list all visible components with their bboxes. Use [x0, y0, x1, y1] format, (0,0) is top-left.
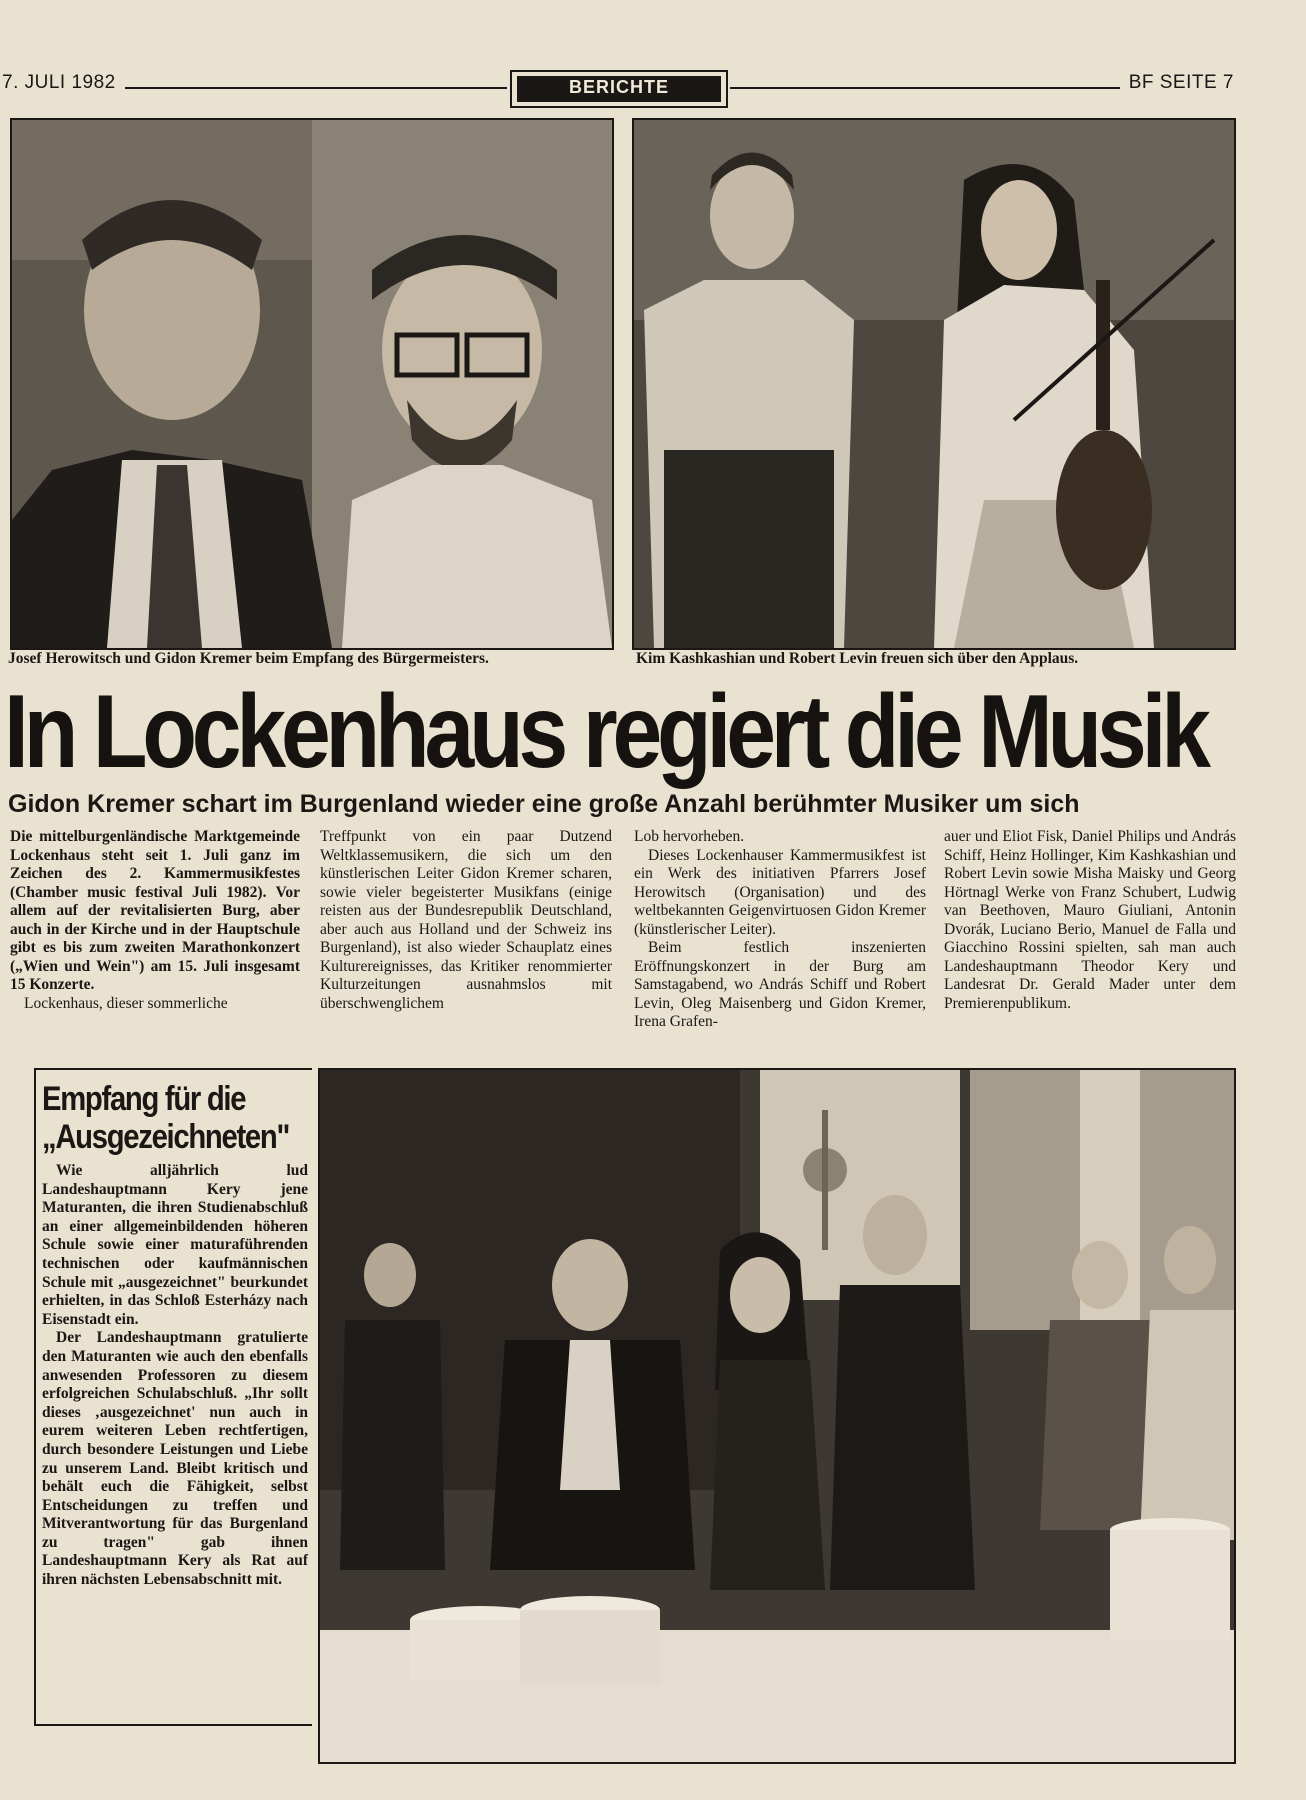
sidebar-article [34, 1068, 312, 1726]
sidebar-paragraph-2: Der Landeshauptmann gratulierte den Maturanten wie auch den ebenfalls anwesenden Professoren zu diesem erfolgreichen Schulabschluß. „Ihr sollt dieses ‚ausgezeichnet' nun auch in eurem weiteren Leben rechtfertigen, durch besondere Leistungen und Liebe zu unserem Land. Bleibt kritisch und behält euch die Fähigkeit, selbst Entscheidungen zu treffen und Mitverantwortung für das Burgenland zu tragen" gab ihnen Landeshauptmann Kery als Rat auf ihren nächsten Lebensabschnitt mit. [42, 1329, 308, 1589]
photo2-caption: Kim Kashkashian und Robert Levin freuen sich über den Applaus. [636, 650, 1079, 667]
issue-date: 7. JULI 1982 [2, 72, 116, 93]
header-rule-left [125, 87, 507, 89]
article-column-3 [634, 828, 926, 1050]
article-column-4 [944, 828, 1236, 1050]
photo-herowitsch-kremer-image [12, 120, 612, 648]
section-label-text: BERICHTE [517, 76, 721, 102]
article-col1-continuation: Lockenhaus, dieser sommerliche [24, 994, 228, 1012]
sidebar-title [42, 1080, 290, 1156]
sidebar-title-line-1: Empfang für die [42, 1080, 246, 1118]
article-col2-text: Treffpunkt von ein paar Dutzend Weltklassemusikern, die sich um den künstlerischen Leiter Gidon Kremer scharen, sowie vieler begeisterter Musikfans (einige reisten aus der Bundesrepublik Deutschland, aber auch aus Holland und der Schweiz ins Burgenland), ist also wieder Schauplatz eines Kulturereignisses, das Kritiker renommierter Kulturzeitungen ausnahmslos mit überschwenglichem [320, 828, 612, 1012]
photo1-caption: Josef Herowitsch und Gidon Kremer beim Empfang des Bürgermeisters. [8, 650, 489, 667]
article-col3-p1: Lob hervorheben. [634, 828, 745, 845]
page-number: BF SEITE 7 [1128, 72, 1234, 93]
article-column-1 [10, 828, 300, 1050]
main-headline: In Lockenhaus regiert die Musik [4, 674, 1206, 790]
photo-kashkashian-levin [632, 118, 1236, 650]
sidebar-body [42, 1162, 308, 1590]
photo-reception-image [320, 1070, 1234, 1762]
header-rule-right [730, 87, 1120, 89]
article-lead: Die mittelburgenländische Marktgemeinde Lockenhaus steht seit 1. Juli ganz im Zeichen des 2. Kammermusikfestes (Chamber music festival Juli 1982). Vor allem auf der revitalisierten Burg, aber auch in der Kirche und in der Hauptschule gibt es bis zum zweiten Marathonkonzert („Wien und Wein") am 15. Juli insgesamt 15 Konzerte. [10, 828, 300, 993]
article-column-2 [320, 828, 612, 1050]
photo-kashkashian-levin-image [634, 120, 1234, 648]
sidebar-paragraph-1: Wie alljährlich lud Landeshauptmann Kery jene Maturanten, die ihren Studienabschluß an einer allgemeinbildenden höheren Schule sowie einer maturaführenden technischen oder kaufmännischen Schule mit „ausgezeichnet" beurkundet erhielten, in das Schloß Esterházy nach Eisenstadt ein. [42, 1162, 308, 1328]
article-col4-text: auer und Eliot Fisk, Daniel Philips und András Schiff, Heinz Hollinger, Kim Kashkashian und Robert Levin sowie Misha Maisky und Georg Hörtnagl Werke von Franz Schubert, Ludwig van Beethoven, Mauro Giuliani, Antonin Dvorák, Luciano Berio, Manuel de Falla und Giacchino Rossini spielten, sah man auch Landeshauptmann Theodor Kery und Landesrat Dr. Gerald Mader unter dem Premierenpublikum. [944, 828, 1236, 1012]
article-col3-p2: Dieses Lockenhauser Kammermusikfest ist ein Werk des initiativen Pfarrers Josef Herowitsch (Organisation) und des weltbekannten Geigenvirtuosen Gidon Kremer (künstlerischer Leiter). [634, 846, 926, 938]
article-col3-p3: Beim festlich inszenierten Eröffnungskonzert in der Burg am Samstagabend, wo András Schiff und Robert Levin, Oleg Maisenberg und Gidon Kremer, Irena Grafen- [634, 939, 926, 1030]
subheadline: Gidon Kremer schart im Burgenland wieder eine große Anzahl berühmter Musiker um sich [8, 790, 1080, 818]
sidebar-title-line-2: „Ausgezeichneten" [42, 1118, 290, 1156]
photo-reception [318, 1068, 1236, 1764]
section-label [510, 70, 728, 108]
photo-herowitsch-kremer [10, 118, 614, 650]
